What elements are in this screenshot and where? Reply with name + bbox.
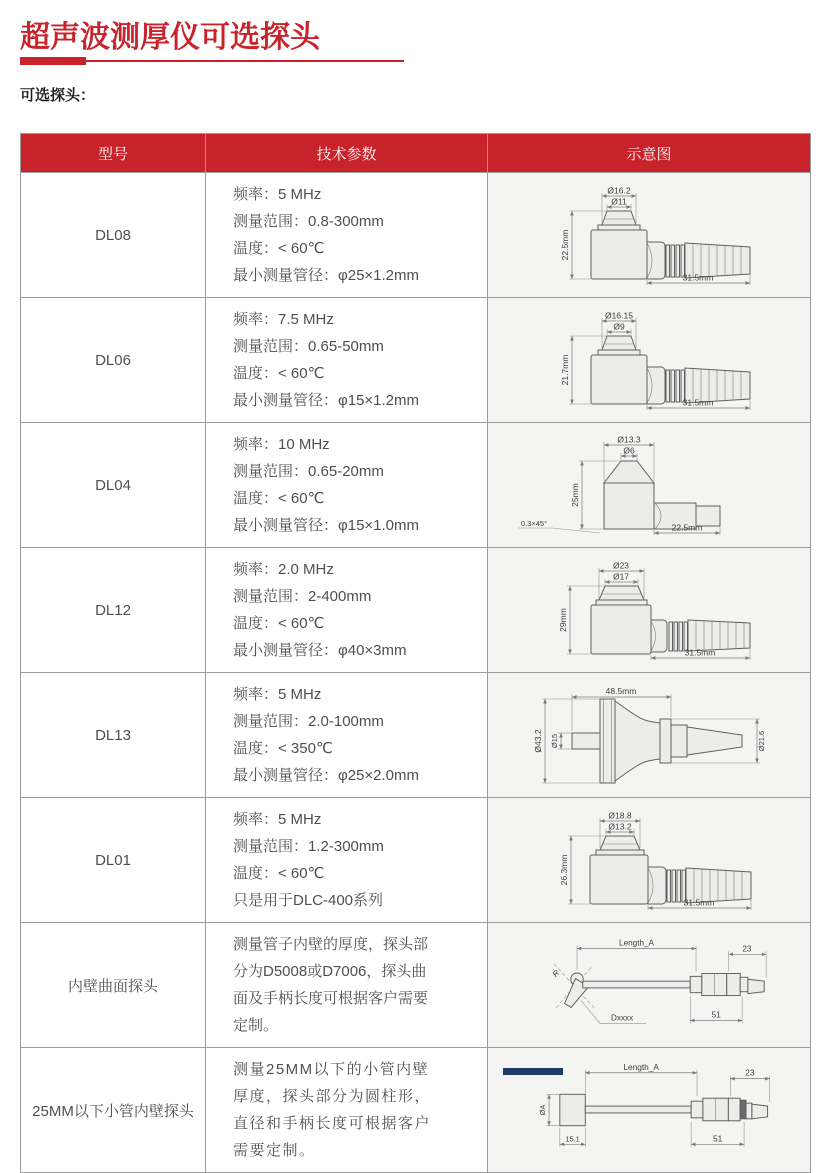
title-underline-thick bbox=[20, 57, 86, 65]
dim-label: 26.3mm bbox=[559, 854, 569, 886]
model-cell: DL04 bbox=[21, 423, 206, 548]
diagram-cell bbox=[488, 798, 811, 923]
dl13-probe-diagram bbox=[494, 685, 804, 785]
diagram-cell bbox=[488, 923, 811, 1048]
dim-label: 22.5mm bbox=[671, 522, 703, 533]
dim-label: Ø18.8 bbox=[608, 810, 632, 821]
dim-label: Ø6 bbox=[623, 445, 635, 456]
param-line: 最小测量管径：φ25×2.0mm bbox=[233, 767, 420, 784]
dl06-probe-diagram bbox=[494, 310, 804, 410]
model-cell: DL06 bbox=[21, 298, 206, 423]
diagram-cell bbox=[488, 423, 811, 548]
param-line: 测量范围：0.8-300mm bbox=[233, 213, 384, 230]
diagram-cell bbox=[488, 548, 811, 673]
dim-label: 0.3×45° bbox=[520, 519, 548, 528]
param-line: 最小测量管径：φ15×1.0mm bbox=[233, 517, 420, 534]
dim-label: Ø15 bbox=[550, 733, 559, 749]
dim-label: Ø16.15 bbox=[605, 310, 633, 321]
header-cell-model: 型号 bbox=[21, 134, 206, 173]
diagram-cell bbox=[488, 173, 811, 298]
dim-label: 31.5mm bbox=[683, 897, 715, 908]
diagram-cell bbox=[488, 1048, 811, 1173]
param-line: 最小测量管径：φ25×1.2mm bbox=[233, 267, 420, 284]
param-line: 温度：< 60℃ bbox=[233, 365, 325, 382]
params-cell bbox=[206, 423, 488, 548]
param-line: 温度：< 60℃ bbox=[233, 615, 325, 632]
title-underline bbox=[20, 57, 404, 65]
params-cell bbox=[206, 548, 488, 673]
table-row-dl08 bbox=[21, 173, 811, 298]
dim-label: 15.1 bbox=[565, 1134, 580, 1144]
dim-label: Ø16.2 bbox=[607, 185, 631, 196]
probe-table bbox=[20, 133, 811, 1173]
param-line: 频率：5 MHz bbox=[233, 686, 322, 703]
dim-label: Ø23 bbox=[612, 560, 630, 571]
dl04-probe-diagram bbox=[494, 435, 804, 535]
table-row-dl13 bbox=[21, 673, 811, 798]
table-row-dl12 bbox=[21, 548, 811, 673]
params-cell bbox=[206, 298, 488, 423]
param-line: 频率：5 MHz bbox=[233, 186, 322, 203]
table-row-dl01 bbox=[21, 798, 811, 923]
dim-label: 25mm bbox=[570, 483, 580, 507]
params-cell bbox=[206, 923, 488, 1048]
param-line: 只是用于DLC-400系列 bbox=[233, 892, 384, 909]
model-cell: 25MM以下小管内壁探头 bbox=[21, 1048, 206, 1173]
param-line: 温度：< 60℃ bbox=[233, 240, 325, 257]
header-cell-diagram: 示意图 bbox=[488, 134, 811, 173]
table-row-small-tube-probe bbox=[21, 1048, 811, 1173]
params-cell bbox=[206, 798, 488, 923]
param-line: 温度：< 60℃ bbox=[233, 490, 325, 507]
model-cell: 内壁曲面探头 bbox=[21, 923, 206, 1048]
param-line: 最小测量管径：φ40×3mm bbox=[233, 642, 407, 659]
model-cell: DL13 bbox=[21, 673, 206, 798]
dim-label: R bbox=[550, 968, 562, 979]
model-cell: DL08 bbox=[21, 173, 206, 298]
params-cell bbox=[206, 673, 488, 798]
dl01-probe-diagram bbox=[494, 810, 804, 910]
dim-label: Ø9 bbox=[613, 321, 625, 332]
model-cell: DL12 bbox=[21, 548, 206, 673]
header-row bbox=[21, 134, 811, 173]
param-line: 频率：2.0 MHz bbox=[233, 561, 334, 578]
diagram-cell bbox=[488, 673, 811, 798]
param-line: 测量范围：0.65-50mm bbox=[233, 338, 384, 355]
param-line: 温度：< 350℃ bbox=[233, 740, 333, 757]
param-line: 测量范围：2.0-100mm bbox=[233, 713, 384, 730]
table-row-dl04 bbox=[21, 423, 811, 548]
curved-surface-probe-diagram bbox=[494, 937, 804, 1033]
dim-label: 22.5mm bbox=[560, 229, 570, 261]
diagram-cell bbox=[488, 298, 811, 423]
bottom-accent-bar bbox=[503, 1068, 563, 1075]
dim-label: 31.5mm bbox=[682, 397, 714, 408]
dim-label: Ø43.2 bbox=[533, 729, 543, 753]
small-tube-probe-diagram bbox=[494, 1061, 804, 1159]
dl12-probe-diagram bbox=[494, 560, 804, 660]
param-line: 频率：7.5 MHz bbox=[233, 311, 334, 328]
dl08-probe-diagram bbox=[494, 185, 804, 285]
param-line: 测量范围：2-400mm bbox=[233, 588, 372, 605]
model-cell: DL01 bbox=[21, 798, 206, 923]
dim-label: 21.7mm bbox=[560, 354, 570, 386]
dim-label: Ø13.3 bbox=[617, 435, 641, 445]
param-line: 温度：< 60℃ bbox=[233, 865, 325, 882]
table-row-dl06 bbox=[21, 298, 811, 423]
dim-label: Dxxxx bbox=[611, 1013, 634, 1023]
dim-label: 51 bbox=[711, 1010, 721, 1020]
param-line: 频率：10 MHz bbox=[233, 436, 330, 453]
param-line: 最小测量管径：φ15×1.2mm bbox=[233, 392, 420, 409]
page-title: 超声波测厚仪可选探头 bbox=[20, 21, 320, 54]
dim-label: Length_A bbox=[619, 938, 654, 948]
param-line: 测量范围：1.2-300mm bbox=[233, 838, 384, 855]
param-line: 频率：5 MHz bbox=[233, 811, 322, 828]
dim-label: 48.5mm bbox=[605, 686, 637, 696]
dim-label: Length_A bbox=[623, 1061, 659, 1072]
dim-label: 23 bbox=[742, 944, 752, 954]
section-subtitle: 可选探头： bbox=[20, 87, 96, 104]
description-text: 测量管子内壁的厚度，探头部分为D5008或D7006，探头曲面及手柄长度可根据客户需要定制。 bbox=[233, 936, 429, 1034]
dim-label: 51 bbox=[712, 1133, 723, 1144]
header-cell-params: 技术参数 bbox=[206, 134, 488, 173]
dim-label: ØA bbox=[538, 1104, 548, 1116]
params-cell bbox=[206, 1048, 488, 1173]
params-cell bbox=[206, 173, 488, 298]
dim-label: 23 bbox=[745, 1067, 755, 1078]
dim-label: Ø17 bbox=[612, 571, 630, 582]
table-row-inner-curved-probe bbox=[21, 923, 811, 1048]
dim-label: 31.5mm bbox=[682, 272, 714, 283]
param-line: 测量范围：0.65-20mm bbox=[233, 463, 384, 480]
description-text: 测量25MM以下的小管内壁厚度，探头部分为圆柱形，直径和手柄长度可根据客户需要定制。 bbox=[233, 1061, 432, 1159]
dim-label: Ø13.2 bbox=[608, 821, 632, 832]
dim-label: Ø11 bbox=[611, 196, 627, 207]
dim-label: 31.5mm bbox=[684, 647, 716, 658]
dim-label: 29mm bbox=[558, 608, 568, 632]
dim-label: Ø21.6 bbox=[757, 730, 766, 752]
